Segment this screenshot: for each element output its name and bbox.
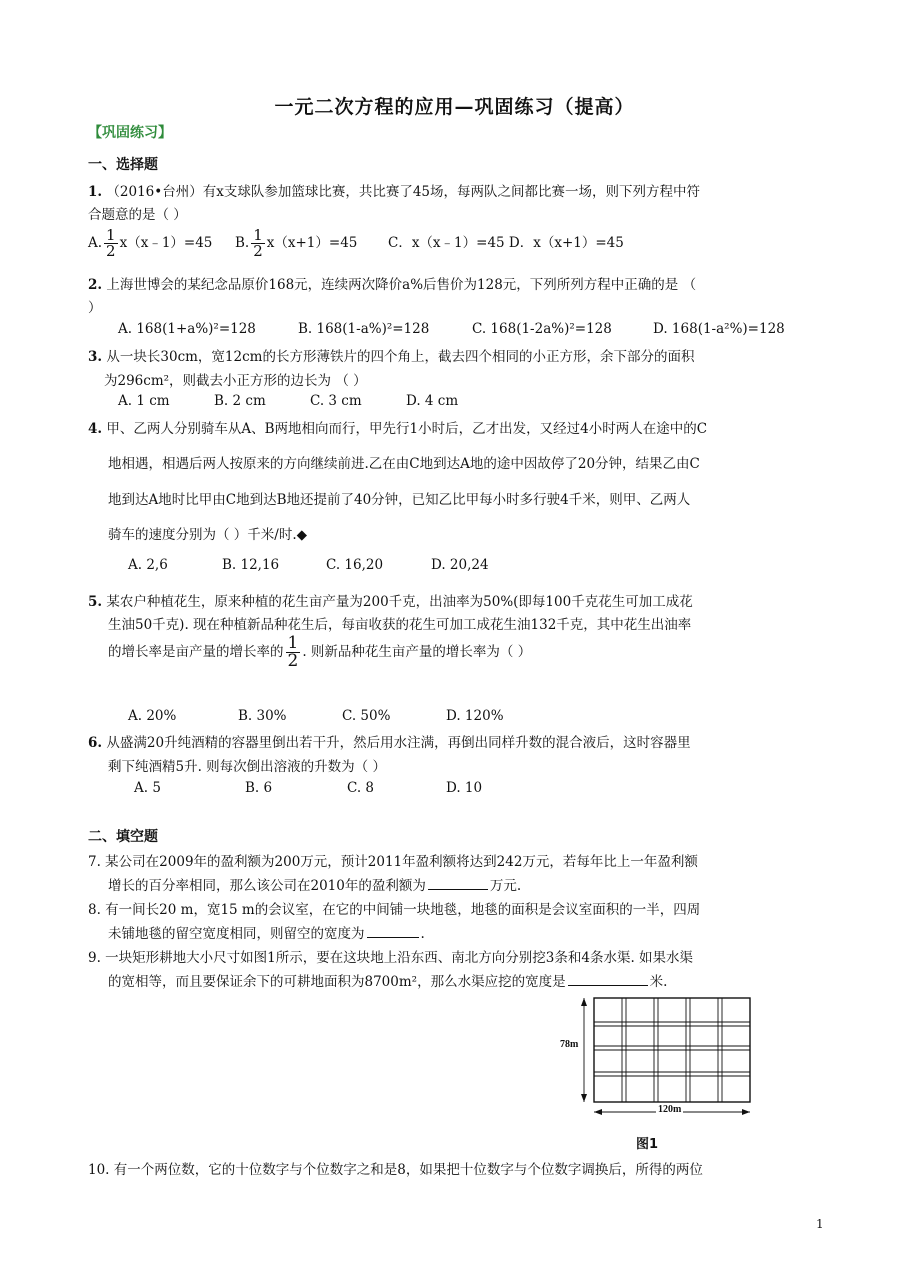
q2-line1 [88, 273, 696, 293]
q2-option-c: C. 168(1-2a%)²=128 [472, 321, 612, 337]
field-diagram [556, 992, 764, 1122]
q5-option-b: B. 30% [238, 708, 287, 724]
q5-line3: 的增长率是亩产量的增长率的 $\frac{1}{2}$ . 则新品种花生亩产量的增长率为（ ） [108, 633, 532, 671]
q6-line2: 剩下纯酒精5升. 则每次倒出溶液的升数为（ ） [108, 759, 386, 775]
q6-stem: 从盛满20升纯酒精的容器里倒出若干升，然后用水注满，再倒出同样升数的混合液后，这时容器里 [106, 735, 691, 751]
q8-line1: 8. 有一间长20 m，宽15 m的会议室，在它的中间铺一块地毯，地毯的面积是会议室面积的一半，四周 [88, 902, 701, 918]
q1-option-c: C．x（x﹣1）=45 [387, 235, 505, 251]
q9-line2: 的宽相等，而且要保证余下的可耕地面积为8700m²，那么水渠应挖的宽度是 米. [108, 970, 667, 990]
q4-line4: 骑车的速度分别为（ ）千米/时.◆ [108, 527, 308, 543]
q5-number: 5. [88, 594, 103, 610]
q6-line1 [88, 731, 691, 751]
q3-option-a: A. 1 cm [118, 393, 170, 409]
q1-options [88, 228, 624, 259]
answer-blank [367, 923, 419, 938]
q4-option-d: D. 20,24 [431, 557, 489, 573]
q7-line1: 7. 某公司在2009年的盈利额为200万元，预计2011年盈利额将达到242万元，若每年比上一年盈利额 [88, 854, 698, 870]
q7-line2: 增长的百分率相同，那么该公司在2010年的盈利额为 万元. [108, 874, 521, 894]
q3-line1 [88, 345, 694, 365]
page-title: 一元二次方程的应用—巩固练习（提高） [274, 96, 635, 118]
q3-number: 3. [88, 349, 103, 365]
q1-option-a: A. $\frac{1}{2}$ x（x﹣1）=45 [88, 226, 213, 260]
q6-option-c: C. 8 [347, 780, 375, 796]
q3-line2: 为296cm²，则截去小正方形的边长为 （ ） [104, 373, 367, 389]
q4-line3: 地到达A地时比甲由C地到达B地还提前了40分钟，已知乙比甲每小时多行驶4千米，则甲、乙两人 [108, 492, 691, 508]
q2-option-a: A. 168(1+a%)²=128 [118, 321, 256, 337]
q4-line2: 地相遇，相遇后两人按原来的方向继续前进.乙在由C地到达A地的途中因故停了20分钟，结果乙由C [108, 456, 700, 472]
q2-option-b: B. 168(1-a%)²=128 [298, 321, 430, 337]
q4-stem: 甲、乙两人分别骑车从A、B两地相向而行，甲先行1小时后，乙才出发，又经过4小时两人在途中的C [106, 421, 708, 437]
width-label: 120m [658, 1104, 682, 1115]
q2-option-d: D. 168(1-a²%)=128 [653, 321, 785, 337]
q2-stem: 上海世博会的某纪念品原价168元，连续两次降价a%后售价为128元，下列所列方程中正确的是 （ [106, 277, 697, 293]
q6-option-a: A. 5 [134, 780, 161, 796]
q1-stem: （2016•台州）有x支球队参加篮球比赛，共比赛了45场，每两队之间都比赛一场，则下列方程中符 [106, 184, 701, 200]
fraction: $\frac{1}{2}$ [106, 226, 116, 260]
figure-caption: 图1 [636, 1137, 659, 1152]
q5-option-d: D. 120% [446, 708, 504, 724]
fraction: $\frac{1}{2}$ [287, 633, 299, 671]
answer-blank [568, 971, 648, 986]
q1-option-b: B. $\frac{1}{2}$ x（x+1）=45 [235, 226, 358, 260]
q4-option-b: B. 12,16 [222, 557, 280, 573]
q2-number: 2. [88, 277, 103, 293]
q4-option-a: A. 2,6 [128, 557, 168, 573]
q3-option-d: D. 4 cm [406, 393, 459, 409]
q1-number: 1. [88, 184, 103, 200]
q5-option-a: A. 20% [128, 708, 177, 724]
q4-number: 4. [88, 421, 103, 437]
q1-line1 [88, 180, 700, 200]
q9-line1: 9. 一块矩形耕地大小尺寸如图1所示，要在这块地上沿东西、南北方向分别挖3条和4条水渠. 如果水渠 [88, 950, 694, 966]
q6-option-d: D. 10 [446, 780, 483, 796]
q5-option-c: C. 50% [342, 708, 391, 724]
height-label: 78m [560, 1039, 579, 1050]
q5-line1 [88, 590, 693, 610]
q3-option-b: B. 2 cm [214, 393, 266, 409]
q3-stem: 从一块长30cm，宽12cm的长方形薄铁片的四个角上，截去四个相同的小正方形，余下部分的面积 [106, 349, 695, 365]
q5-line2: 生油50千克). 现在种植新品种花生后，每亩收获的花生可加工成花生油132千克，其中花生出油率 [108, 617, 692, 633]
q4-line1 [88, 417, 707, 437]
q4-option-c: C. 16,20 [326, 557, 384, 573]
q5-stem: 某农户种植花生，原来种植的花生亩产量为200千克，出油率为50%(即每100千克花生可加工成花 [106, 594, 693, 610]
q1-option-d: D．x（x+1）=45 [508, 235, 624, 251]
answer-blank [428, 875, 488, 890]
section-tag: 【巩固练习】 [88, 125, 172, 141]
fraction: $\frac{1}{2}$ [253, 226, 263, 260]
page-number: 1 [816, 1217, 824, 1231]
q1-line2: 合题意的是（ ） [88, 207, 187, 223]
q6-number: 6. [88, 735, 103, 751]
q6-option-b: B. 6 [245, 780, 273, 796]
section-choice-heading: 一、选择题 [88, 157, 158, 173]
q3-option-c: C. 3 cm [310, 393, 362, 409]
section-fill-heading: 二、填空题 [88, 829, 158, 845]
q10-line1: 10. 有一个两位数，它的十位数字与个位数字之和是8，如果把十位数字与个位数字调换后，所得的两位 [88, 1162, 703, 1178]
q8-line2: 未铺地毯的留空宽度相同，则留空的宽度为 . [108, 922, 425, 942]
q2-line2: ） [88, 300, 102, 316]
